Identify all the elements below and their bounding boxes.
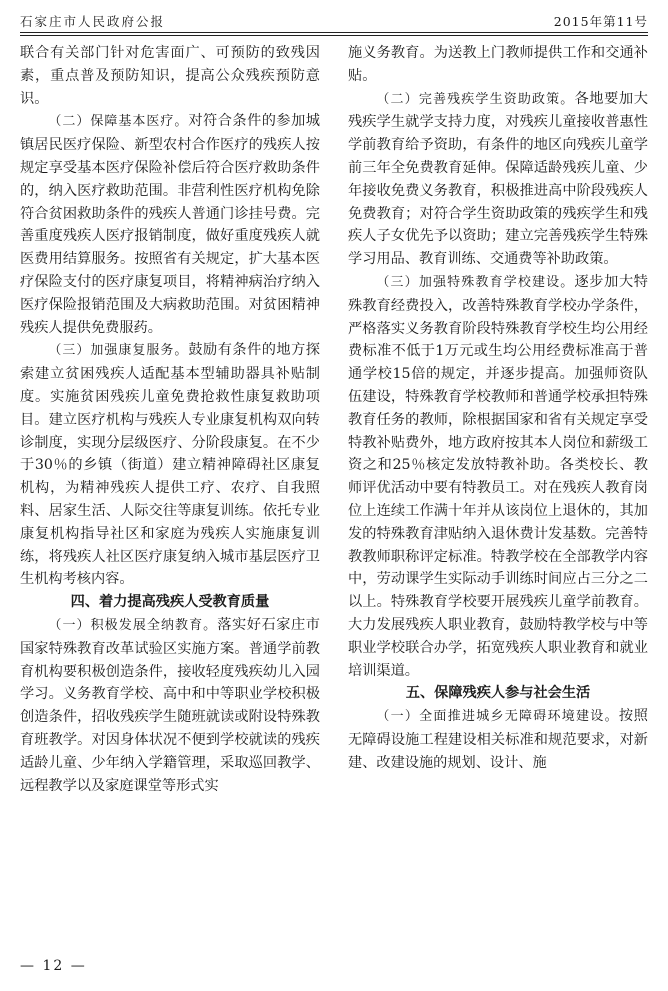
paragraph: 施义务教育。为送教上门教师提供工作和交通补贴。: [348, 45, 648, 84]
subheading: （一）全面推进城乡无障碍环境建设。: [376, 709, 619, 725]
page-header: [20, 8, 648, 30]
subheading: （二）保障基本医疗。: [48, 114, 189, 130]
page-number: — 12 —: [20, 958, 87, 974]
left-column: [20, 42, 320, 797]
header-rule-thick: [20, 32, 648, 33]
paragraph: 联合有关部门针对危害面广、可预防的致残因素，重点普及预防知识，提高公众残疾预防意识。: [20, 45, 320, 107]
paragraph-text: 按照无障碍设施工程建设相关标准和规范要求，对新建、改建设施的规划、设计、施: [348, 708, 648, 771]
paragraph-text: 逐步加大特殊教育经费投入，改善特殊教育学校办学条件，严格落实义务教育阶段特殊教育学校生均公用经费标准不低于1万元或生均公用经费标准高于普通学校15倍的规定，并逐步提高。加强师资队伍建设，特殊教育学校教师和普通学校承担特殊教育任务的教师，除根据国家和省有关规定享受特教补贴费外，地方政府按其本人岗位和薪级工资之和25％核定发放特教补助。各类校长、教师评优活动中要有特教员工。对在残疾人教育岗位上连续工作满十年并从该岗位上退休的，其加发的特殊教育津贴纳入退休费计发基数。完善特教教师职称评定标准。特教学校在全部教学内容中，劳动课学生实际动手训练时间应占三分之二以上。特殊教育学校要开展残疾儿童学前教育。大力发展残疾人职业教育，鼓励特教学校与中等职业学校联合办学，拓宽残疾人职业教育和就业培训渠道。: [348, 273, 648, 679]
publication-title: 石家庄市人民政府公报: [20, 14, 166, 29]
section-heading: 五、保障残疾人参与社会生活: [405, 685, 591, 702]
paragraph: [20, 339, 320, 591]
section-heading: 四、着力提高残疾人受教育质量: [70, 594, 270, 611]
paragraph: [20, 110, 320, 339]
subheading: （三）加强康复服务。: [48, 343, 189, 359]
paragraph-text: 对符合条件的参加城镇居民医疗保险、新型农村合作医疗的残疾人按规定享受基本医疗保险补偿后符合医疗救助条件的，纳入医疗救助范围。非营利性医疗机构免除符合贫困救助条件的残疾人普通门诊挂号费。完善重度残疾人医疗报销制度，做好重度残疾人就医费用结算服务。按照省有关规定，扩大基本医疗保险支付的医疗康复项目，将精神病治疗纳入医疗保险报销范围及大病救助范围。对贫困精神残疾人提供免费服药。: [20, 113, 320, 336]
paragraph-text: 鼓励有条件的地方探索建立贫困残疾人适配基本型辅助器具补贴制度。实施贫困残疾儿童免费抢救性康复救助项目。建立医疗机构与残疾人专业康复机构双向转诊制度，实现分层级医疗、分阶段康复。在不少于30％的乡镇（街道）建立精神障碍社区康复机构，为精神残疾人提供工疗、农疗、自我照料、居家生活、人际交往等康复训练。依托专业康复机构指导社区和家庭为残疾人实施康复训练，将残疾人社区医疗康复纳入城市基层医疗卫生机构考核内容。: [20, 342, 320, 588]
issue-number: 2015年第11号: [553, 14, 648, 29]
paragraph: [348, 88, 648, 271]
paragraph: [20, 614, 320, 797]
header-rule-thin: [20, 35, 648, 36]
subheading: （一）积极发展全纳教育。: [48, 617, 218, 633]
subheading: （三）加强特殊教育学校建设。: [376, 274, 575, 290]
paragraph: [348, 271, 648, 682]
paragraph-text: 落实好石家庄市国家特殊教育改革试验区实施方案。普通学前教育机构要积极创造条件，接收轻度残疾幼儿入园学习。义务教育学校、高中和中等职业学校积极创造条件，招收残疾学生随班就读或附设特殊教育班教学。对因身体状况不便到学校就读的残疾适龄儿童、少年纳入学籍管理，采取巡回教学、远程教学以及家庭课堂等形式实: [20, 616, 320, 794]
paragraph-text: 各地要加大残疾学生就学支持力度，对残疾儿童接收普惠性学前教育给予资助，有条件的地区向残疾儿童学前三年全免费教育延伸。保障适龄残疾儿童、少年接收免费义务教育，积极推进高中阶段残疾人免费教育；对符合学生资助政策的残疾学生和残疾人子女优先予以资助；建立完善残疾学生特殊学习用品、教育训练、交通费等补助政策。: [348, 90, 648, 268]
right-column: [348, 42, 648, 775]
subheading: （二）完善残疾学生资助政策。: [376, 91, 575, 107]
paragraph: [348, 705, 648, 774]
